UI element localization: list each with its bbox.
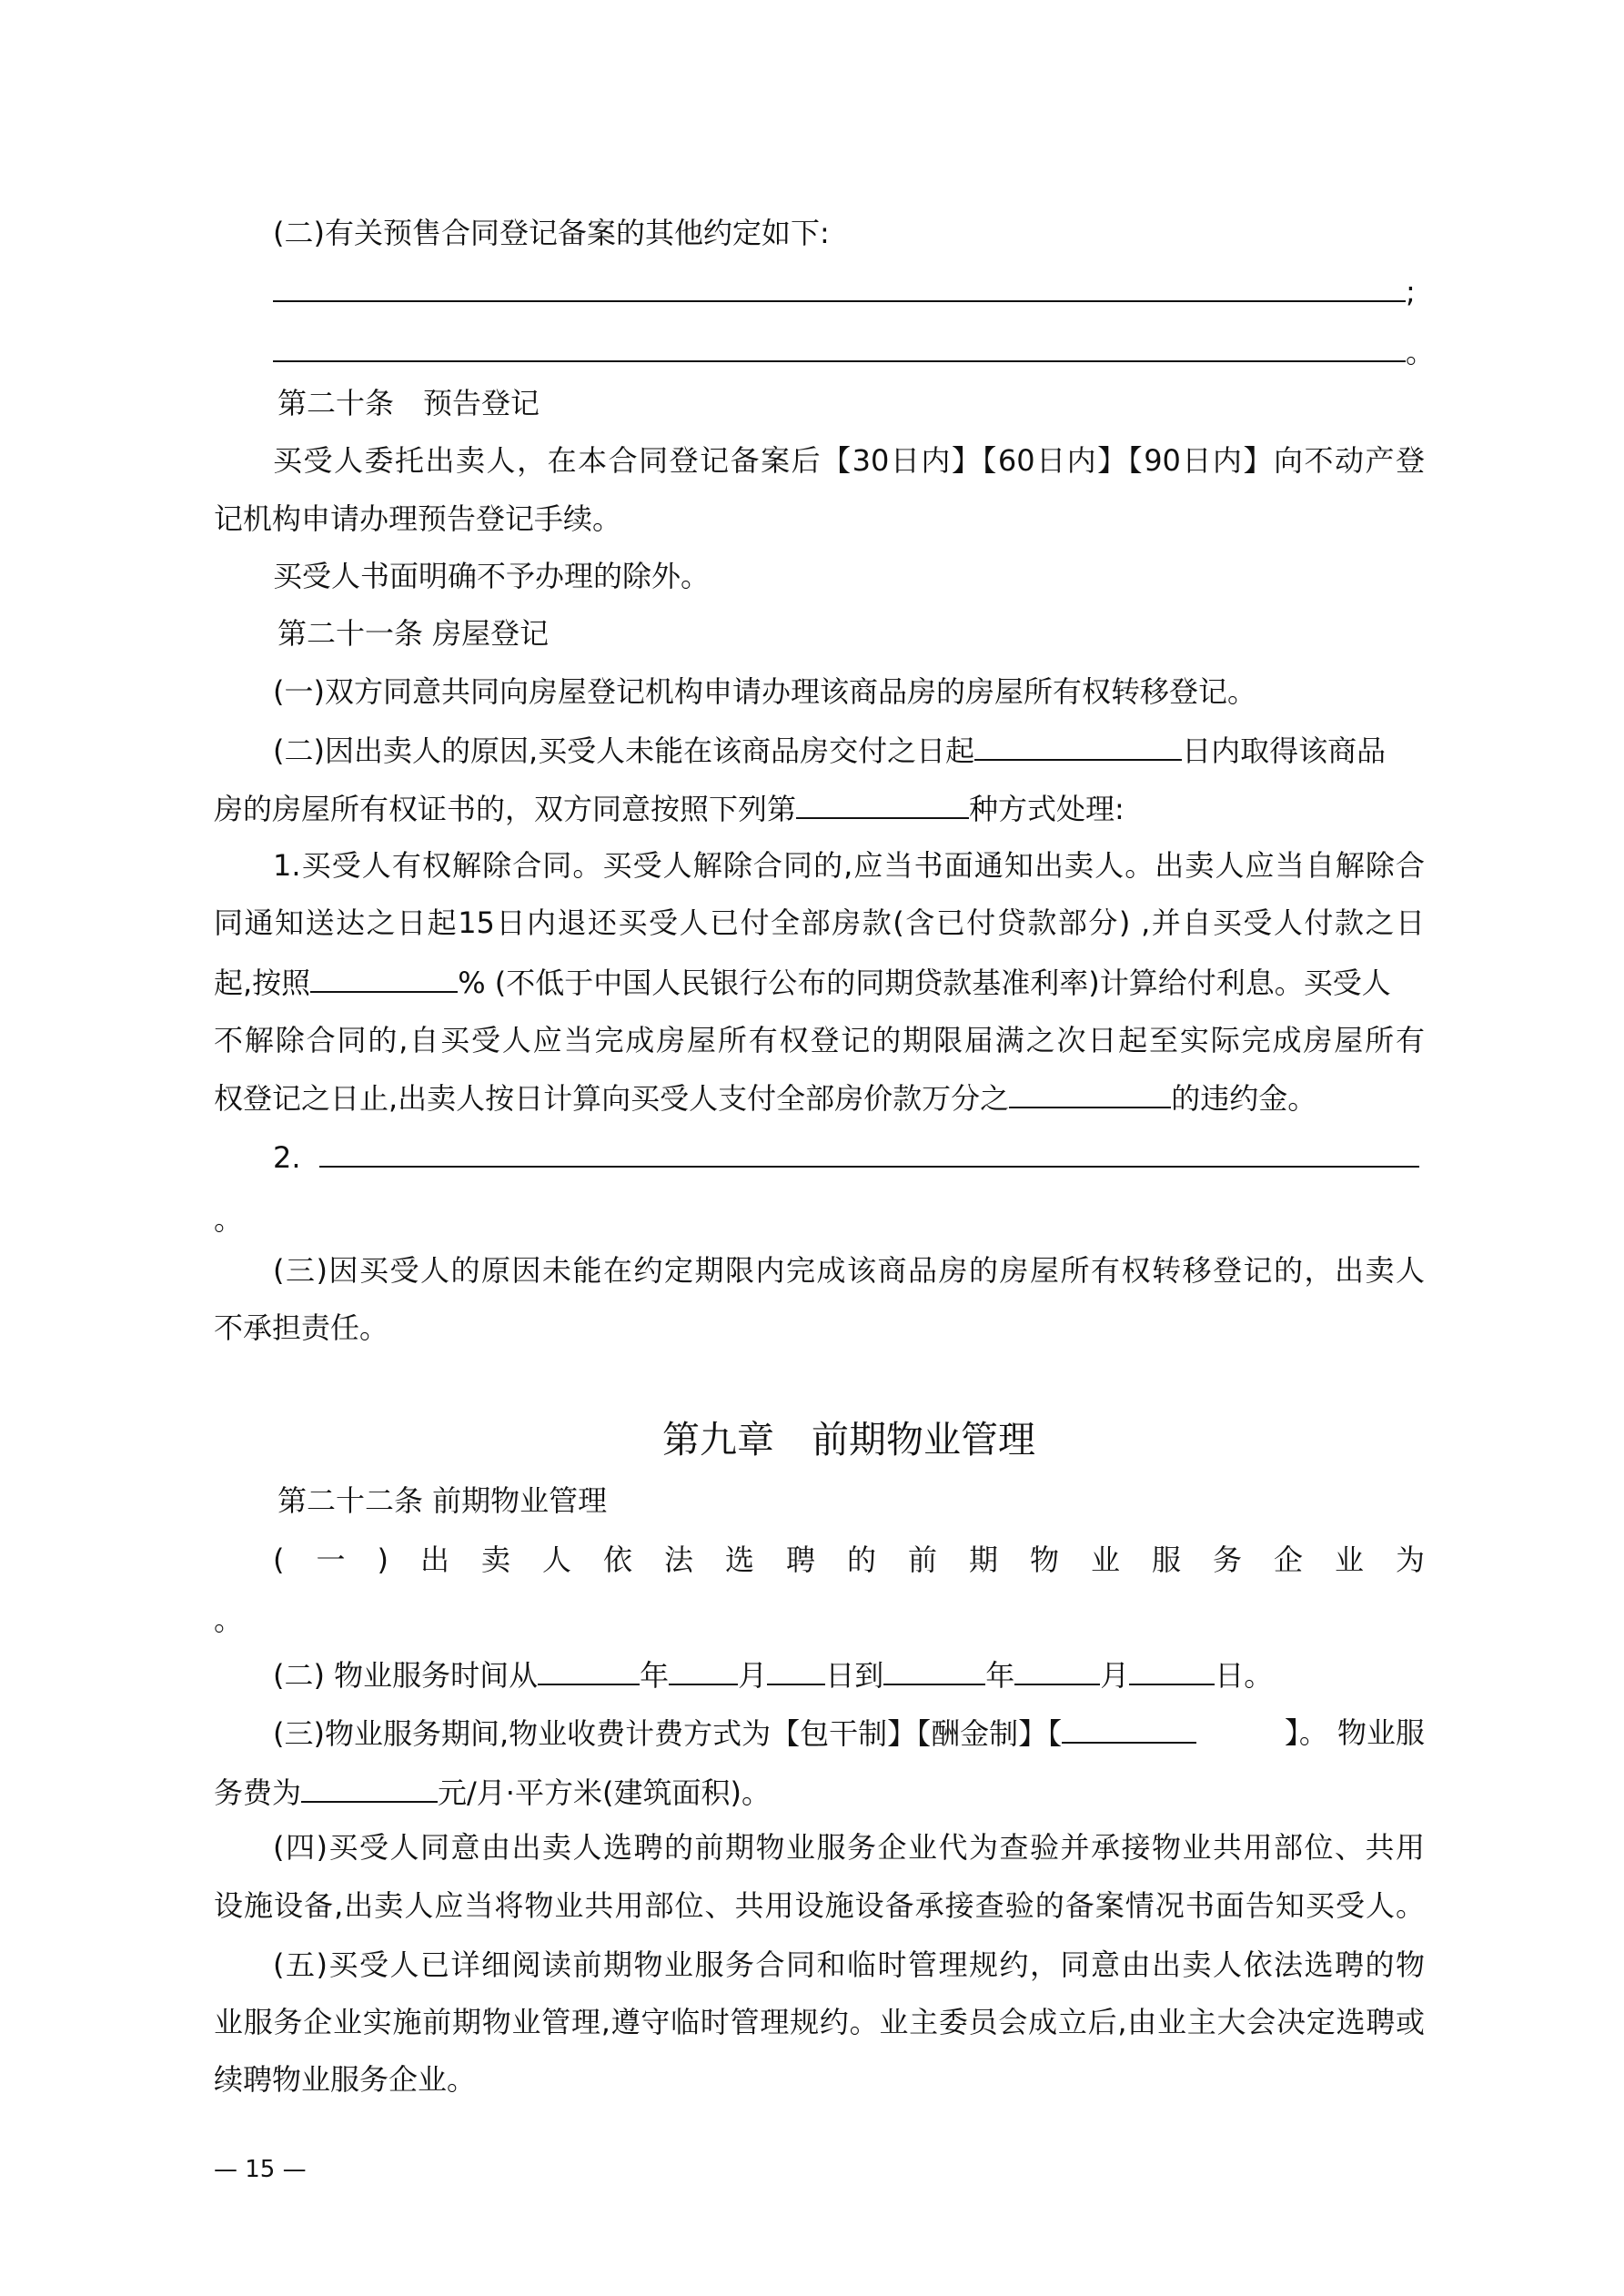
blank-field[interactable]	[319, 1138, 1419, 1168]
text: 年	[640, 1658, 670, 1693]
text: (二)因出卖人的原因,买受人未能在该商品房交付之日起	[273, 733, 975, 768]
fill-line	[273, 273, 1416, 309]
text: (三)物业服务期间,物业收费计费方式为【包干制】【酬金制】【	[273, 1716, 1063, 1751]
chapter-title: 第九章 前期物业管理	[662, 1418, 1035, 1462]
blank-field[interactable]	[974, 732, 1182, 761]
page-number: — 15 —	[214, 2156, 307, 2183]
blank-month-start[interactable]	[669, 1656, 738, 1685]
paragraph	[273, 1656, 1273, 1693]
text: (二) 物业服务时间从	[273, 1658, 539, 1693]
blank-field[interactable]	[273, 273, 1406, 302]
paragraph: 不承担责任。	[214, 1310, 389, 1345]
fill-line	[273, 333, 1435, 369]
paragraph	[273, 1714, 1425, 1751]
blank-month-end[interactable]	[1014, 1656, 1100, 1685]
punctuation: ;	[1406, 275, 1416, 309]
text: 2.	[273, 1140, 301, 1175]
paragraph: 同通知送达之日起15日内退还买受人已付全部房款(含已付贷款部分) ,并自买受人付款之日	[214, 905, 1425, 940]
blank-field[interactable]	[1009, 1079, 1171, 1108]
paragraph: (五)买受人已详细阅读前期物业服务合同和临时管理规约，同意由出卖人依法选聘的物	[273, 1947, 1425, 1982]
blank-field[interactable]	[301, 1774, 438, 1803]
text: 元/月·平方米(建筑面积)。	[438, 1775, 771, 1810]
punctuation: 。	[214, 1603, 244, 1637]
article-title: 第二十条 预告登记	[277, 386, 540, 420]
paragraph	[214, 1079, 1316, 1116]
text: 务费为	[214, 1775, 302, 1810]
blank-year-start[interactable]	[538, 1656, 640, 1685]
paragraph: 续聘物业服务企业。	[214, 2062, 477, 2097]
blank-field[interactable]	[796, 790, 969, 819]
text: 种方式处理:	[969, 792, 1125, 826]
paragraph	[214, 964, 1391, 1000]
text: 日内取得该商品	[1182, 733, 1387, 768]
paragraph: (四)买受人同意由出卖人选聘的前期物业服务企业代为查验并承接物业共用部位、共用	[273, 1830, 1425, 1865]
text: 房的房屋所有权证书的，双方同意按照下列第	[214, 792, 797, 826]
paragraph: 业服务企业实施前期物业管理,遵守临时管理规约。业主委员会成立后,由业主大会决定选聘或	[214, 2005, 1425, 2039]
punctuation: 。	[214, 1202, 244, 1237]
article-title: 第二十一条 房屋登记	[277, 616, 550, 651]
blank-day-end[interactable]	[1129, 1656, 1215, 1685]
blank-field[interactable]	[1062, 1714, 1196, 1744]
paragraph	[214, 1774, 771, 1810]
paragraph: 设施设备,出卖人应当将物业共用部位、共用设施设备承接查验的备案情况书面告知买受人。	[214, 1888, 1425, 1923]
blank-field[interactable]	[310, 964, 458, 993]
punctuation: 。	[1406, 335, 1436, 369]
paragraph: 记机构申请办理预告登记手续。	[214, 501, 622, 536]
article-title: 第二十二条 前期物业管理	[277, 1483, 608, 1518]
paragraph: (三)因买受人的原因未能在约定期限内完成该商品房的房屋所有权转移登记的，出卖人	[273, 1253, 1425, 1288]
text: 的违约金。	[1171, 1081, 1317, 1116]
paragraph: (一)双方同意共同向房屋登记机构申请办理该商品房的房屋所有权转移登记。	[273, 674, 1256, 709]
text: 权登记之日止,出卖人按日计算向买受人支付全部房价款万分之	[214, 1081, 1010, 1116]
text: 月	[1100, 1658, 1130, 1693]
text: % (不低于中国人民银行公布的同期贷款基准利率)计算给付利息。买受人	[458, 966, 1391, 1000]
text: 日到	[825, 1658, 884, 1693]
paragraph: 买受人书面明确不予办理的除外。	[273, 559, 711, 593]
paragraph	[273, 732, 1386, 768]
blank-year-end[interactable]	[883, 1656, 985, 1685]
text: 年	[985, 1658, 1015, 1693]
paragraph: (二)有关预售合同登记备案的其他约定如下:	[273, 216, 830, 250]
paragraph: 买受人委托出卖人，在本合同登记备案后【30日内】【60日内】【90日内】向不动产登	[273, 443, 1425, 478]
text: 起,按照	[214, 966, 311, 1000]
text: 月	[738, 1658, 768, 1693]
paragraph	[273, 1138, 1419, 1175]
paragraph: 不解除合同的,自买受人应当完成房屋所有权登记的期限届满之次日起至实际完成房屋所有	[214, 1023, 1425, 1057]
blank-field[interactable]	[273, 333, 1406, 362]
text: 】。 物业服	[1284, 1715, 1425, 1750]
paragraph: 1.买受人有权解除合同。买受人解除合同的,应当书面通知出卖人。出卖人应当自解除合	[273, 848, 1425, 883]
blank-day-start[interactable]	[767, 1656, 825, 1685]
paragraph: (一)出卖人依法选聘的前期物业服务企业为	[273, 1542, 1425, 1577]
text: 日。	[1215, 1658, 1274, 1693]
paragraph	[214, 790, 1125, 826]
